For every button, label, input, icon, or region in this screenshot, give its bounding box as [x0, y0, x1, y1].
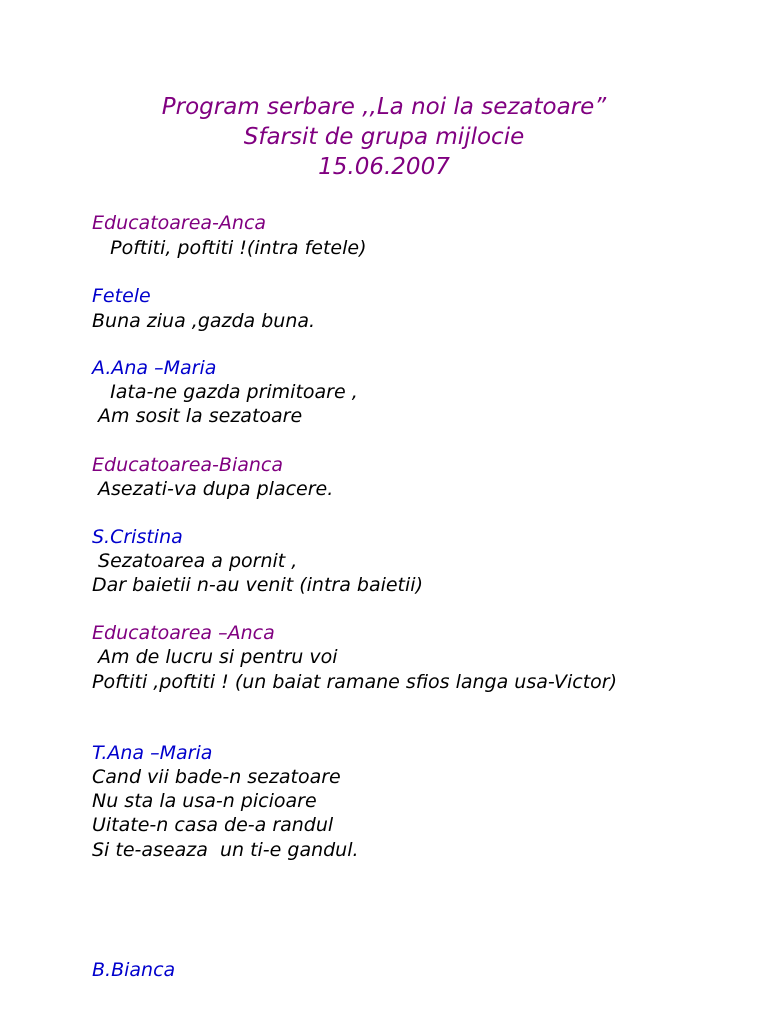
dialogue-line: Nu sta la usa-n picioare [92, 790, 317, 812]
dialogue-line: Am de lucru si pentru voi [92, 646, 338, 668]
speaker-a-ana-maria: A.Ana –Maria [92, 357, 217, 379]
dialogue-line: Poftiti, poftiti !(intra fetele) [92, 237, 367, 259]
dialogue-line: Sezatoarea a pornit , [92, 550, 298, 572]
speaker-fetele: Fetele [92, 285, 151, 307]
speaker-s-cristina: S.Cristina [92, 526, 183, 548]
speaker-educatoarea-anca: Educatoarea-Anca [92, 212, 267, 234]
program-subtitle: Sfarsit de grupa mijlocie [243, 124, 525, 150]
dialogue-line: Uitate-n casa de-a randul [92, 814, 334, 836]
speaker-t-ana-maria: T.Ana –Maria [92, 742, 213, 764]
program-date: 15.06.2007 [318, 154, 450, 180]
dialogue-line: Buna ziua ,gazda buna. [92, 310, 316, 332]
speaker-educatoarea-bianca: Educatoarea-Bianca [92, 454, 284, 476]
dialogue-line: Si te-aseaza un ti-e gandul. [92, 839, 359, 861]
speaker-educatoarea-anca: Educatoarea –Anca [92, 622, 275, 644]
dialogue-line: Dar baietii n-au venit (intra baietii) [92, 574, 423, 596]
program-title: Program serbare ,,La noi la sezatoare” [161, 94, 607, 120]
dialogue-line: Asezati-va dupa placere. [92, 478, 334, 500]
dialogue-line: Poftiti ,poftiti ! (un baiat ramane sfios langa usa-Victor) [92, 671, 617, 693]
dialogue-line: Cand vii bade-n sezatoare [92, 766, 341, 788]
dialogue-line: Am sosit la sezatoare [92, 405, 303, 427]
dialogue-line: Iata-ne gazda primitoare , [92, 381, 358, 403]
speaker-b-bianca: B.Bianca [92, 959, 176, 981]
